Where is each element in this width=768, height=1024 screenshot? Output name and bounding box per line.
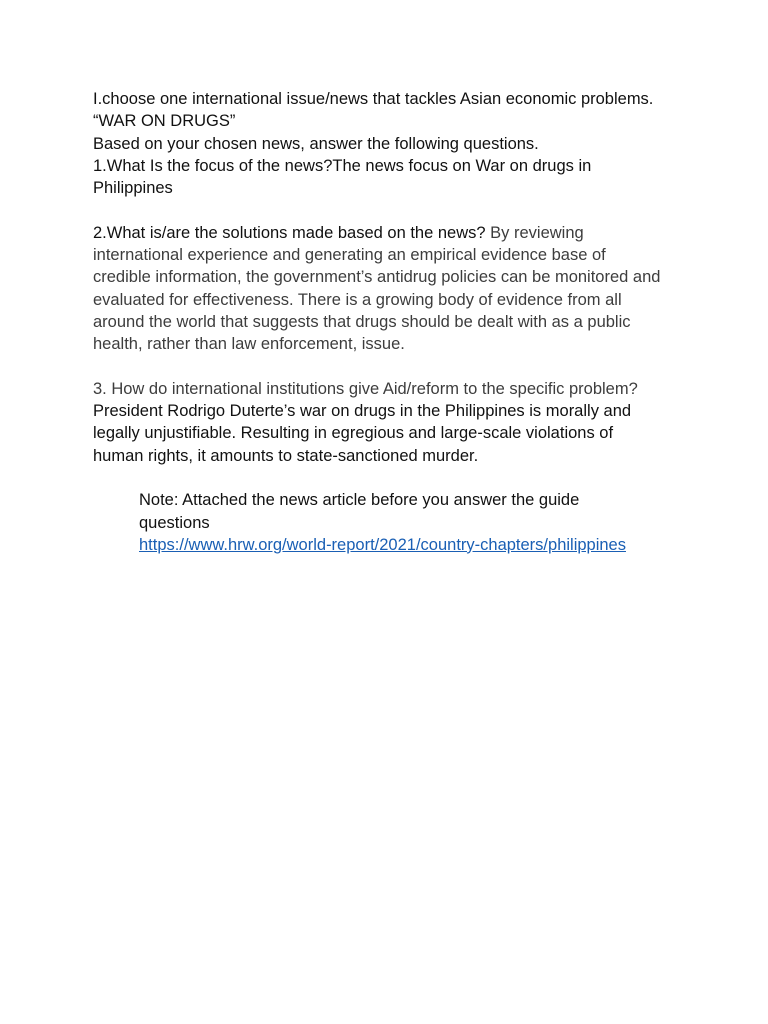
question-1-paragraph	[93, 155, 668, 200]
paragraph-gap	[93, 199, 668, 221]
article-link[interactable]: https://www.hrw.org/world-report/2021/country-chapters/philippines	[139, 535, 626, 554]
answer-1-text: The news focus on War on drugs in Philippines	[93, 156, 592, 198]
question-3-text: 3. How do international institutions give Aid/reform to the specific problem?	[93, 379, 638, 398]
question-3-paragraph	[93, 378, 668, 467]
document-body	[93, 88, 668, 556]
instruction-line: I.choose one international issue/news that tackles Asian economic problems.	[93, 90, 654, 108]
paragraph-gap	[93, 356, 668, 378]
paragraph-gap	[93, 467, 668, 489]
answer-3-text: President Rodrigo Duterte’s war on drugs in the Philippines is morally and legally unjustifiable. Resulting in egregious and large-scale violations of human rights, it amounts to state-sanctioned murder.	[93, 402, 632, 465]
chosen-topic: “WAR ON DRUGS”	[93, 112, 236, 131]
answer-2-text: By reviewing international experience and generating an empirical evidence base of credible information, the government’s antidrug policies can be monitored and evaluated for effectiveness. There is a growing body of evidence from all around the world that suggests that drugs should be dealt with as a public health, rather than law enforcement, issue.	[93, 223, 661, 354]
note-text: Note: Attached the news article before you answer the guide questions	[139, 491, 580, 532]
question-1-text: 1.What Is the focus of the news?	[93, 156, 333, 175]
question-2-text: 2.What is/are the solutions made based on the news?	[93, 223, 486, 242]
based-on-line: Based on your chosen news, answer the following questions.	[93, 134, 539, 153]
note-block	[139, 489, 639, 556]
question-2-paragraph	[93, 222, 668, 356]
